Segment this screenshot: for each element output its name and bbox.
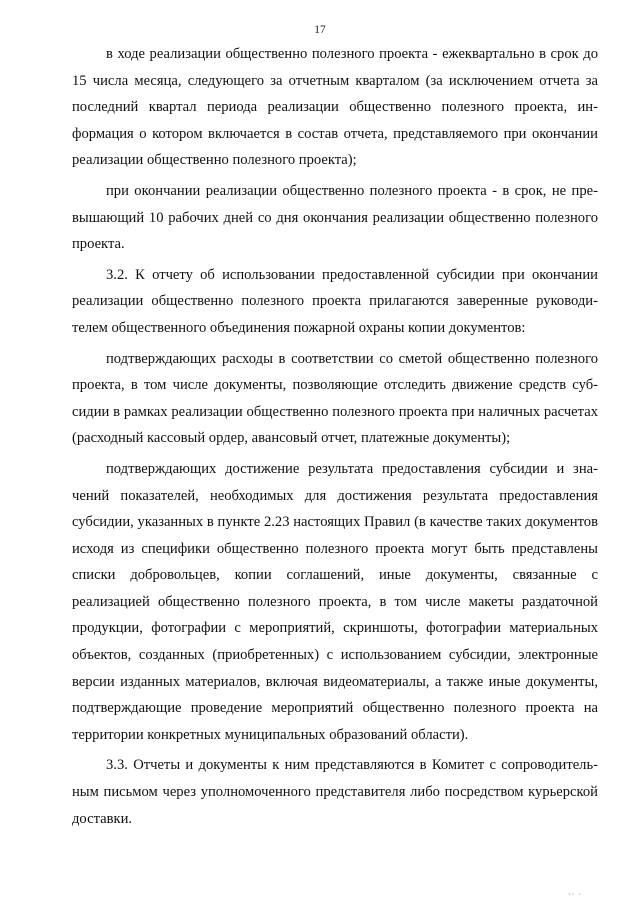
paragraph-expense-documents: подтверждающих расходы в соответствии со сметой общественно полезного проекта, в том числе документы, позволяющие отследить движение средств субсидии в рамках реализации общественно полезного проекта при наличных расчетах (расходный кассовый ордер, авансовый отчет, платежные документы); — [72, 350, 598, 447]
scan-mark: ·· · — [568, 890, 582, 899]
paragraph-result-documents: подтверждающих достижение результата предоставления субсидии и значений показателей, необходимых для достижения результата предоставления субсидии, указанных в пункте 2.23 настоящих Правил (в качестве таких документов исходя из специфики общественно полезного проекта могут быть представлены списки добровольцев, копии соглашений, иные документы, связанные с реализацией общественно полезного проекта, в том числе макеты раздаточной продукции, фотографии с мероприятий, скриншоты, фотографии материальных объектов, созданных (приобретенных) с использованием субсидии, электронные версии изданных материалов, включая видеоматериалы, а также иные документы, подтверждающие проведение мероприятий общественно полезного проекта на территории конкретных муниципальных образований области). — [72, 460, 598, 743]
paragraph-section-3-2: 3.2. К отчету об использовании предоставленной субсидии при окончании реализации общественно полезного проекта прилагаются заверенные руководителем общественного объединения пожарной охраны копии документов: — [72, 266, 598, 336]
paragraph-section-3-3: 3.3. Отчеты и документы к ним представляются в Комитет с сопроводительным письмом через уполномоченного представителя либо посредством курьерской доставки. — [72, 757, 598, 827]
page-number: 17 — [314, 24, 326, 36]
paragraph-quarterly-report: в ходе реализации общественно полезного проекта - ежеквартально в срок до 15 числа месяца, следующего за отчетным кварталом (за исключением отчета за последний квартал периода реализации общественно полезного проекта, информация о котором включается в состав отчета, представляемого при окончании реализации общественно полезного проекта); — [72, 46, 598, 169]
document-body — [72, 41, 598, 836]
paragraph-final-report: при окончании реализации общественно полезного проекта - в срок, не превышающий 10 рабочих дней со дня окончания реализации общественно полезного проекта. — [72, 182, 598, 253]
